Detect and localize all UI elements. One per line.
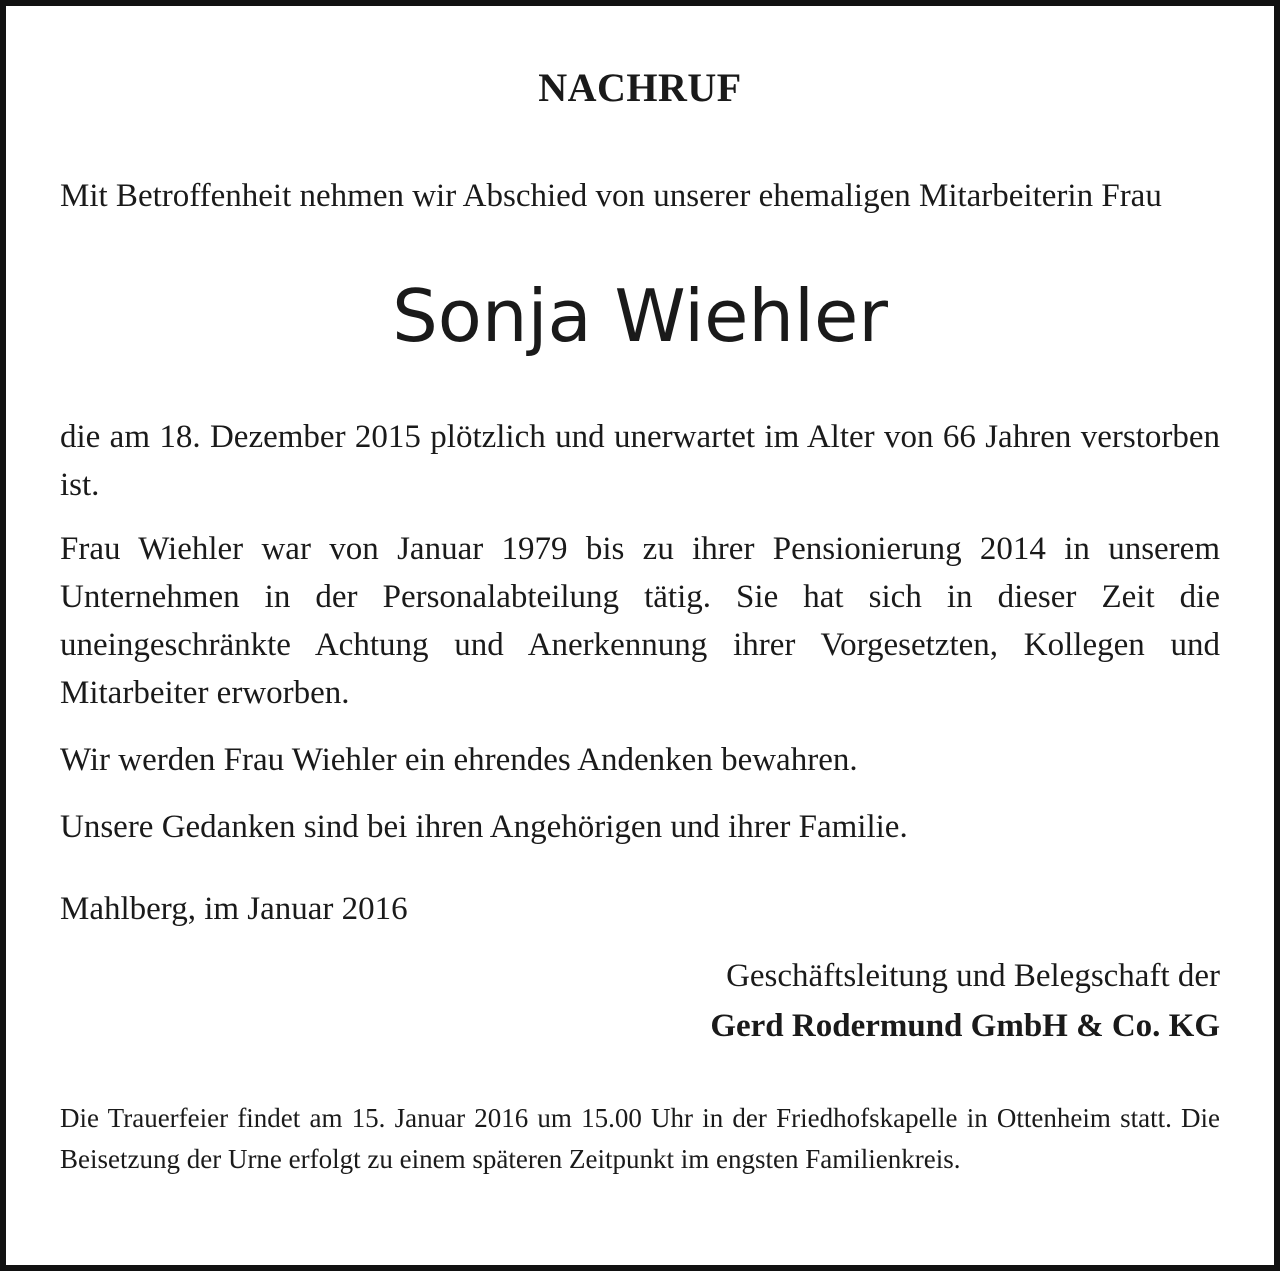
paragraph-death-notice: die am 18. Dezember 2015 plötzlich und unerwartet im Alter von 66 Jahren verstorben ist. <box>60 419 1220 503</box>
intro-text: Mit Betroffenheit nehmen wir Abschied von unserer ehemaligen Mitarbeiterin Frau <box>60 178 1162 214</box>
deceased-name: Sonja Wiehler <box>392 274 888 358</box>
signature-line: Geschäftsleitung und Belegschaft der <box>726 958 1220 994</box>
company-name: Gerd Rodermund GmbH & Co. KG <box>710 1008 1220 1044</box>
funeral-info: Die Trauerfeier findet am 15. Januar 2016 um 15.00 Uhr in der Friedhofskapelle in Ottenheim statt. Die Beisetzung der Urne erfolgt zu einem späteren Zeitpunkt im engsten Familienkreis. <box>60 1103 1220 1174</box>
place-date: Mahlberg, im Januar 2016 <box>60 891 408 927</box>
paragraph-condolences: Unsere Gedanken sind bei ihren Angehörigen und ihrer Familie. <box>60 809 908 845</box>
paragraph-career: Frau Wiehler war von Januar 1979 bis zu ihrer Pensionierung 2014 in unserem Unternehmen in der Personalabteilung tätig. Sie hat sich in dieser Zeit die uneingeschränkte Achtung und Anerkennung ihrer Vorgesetzten, Kollegen und Mitarbeiter erworben. <box>60 531 1220 711</box>
paragraph-remembrance: Wir werden Frau Wiehler ein ehrendes Andenken bewahren. <box>60 742 858 778</box>
obituary-heading: NACHRUF <box>538 65 742 110</box>
